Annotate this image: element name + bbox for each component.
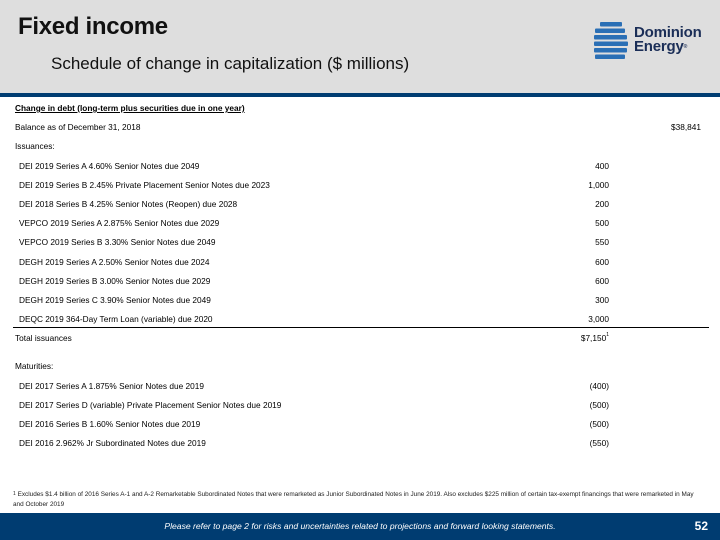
total-issuances-label: Total issuances	[15, 333, 72, 344]
row-value: (500)	[589, 399, 609, 410]
issuances-header-row	[13, 136, 709, 155]
row-label: DEI 2016 2.962% Jr Subordinated Notes due 2019	[19, 438, 206, 449]
row-label: DEI 2016 Series B 1.60% Senior Notes due 2019	[19, 419, 201, 429]
page-number: 52	[694, 519, 708, 533]
footnote-text: Excludes $1.4 billion of 2016 Series A-1 and A-2 Remarketable Subordinated Notes that were remarketed as Junior Subordinated Notes in June 2019. Also excludes $225 million of certain tax-exempt financings that were remarketed in May and October 2019	[13, 491, 694, 508]
row-value: (500)	[589, 419, 609, 429]
table-row	[13, 290, 709, 309]
maturities-header-row	[13, 356, 709, 375]
dominion-energy-stripes-icon	[594, 22, 630, 62]
row-value: 600	[595, 256, 609, 267]
table-row	[13, 376, 709, 395]
footnote-marker: 1	[606, 332, 609, 339]
row-value: (550)	[589, 438, 609, 449]
row-label: DEI 2019 Series B 2.45% Private Placement Senior Notes due 2023	[19, 179, 270, 190]
table-row	[13, 156, 709, 175]
row-value: 3,000	[588, 314, 609, 325]
table-row	[13, 414, 709, 433]
table-row	[13, 395, 709, 414]
row-label: DEGH 2019 Series B 3.00% Senior Notes due 2029	[19, 275, 211, 286]
row-value: 300	[595, 294, 609, 305]
row-value: 500	[595, 218, 609, 229]
row-label: DEI 2017 Series A 1.875% Senior Notes due 2019	[19, 380, 204, 391]
table-row	[13, 271, 709, 290]
row-label: DEI 2019 Series A 4.60% Senior Notes due 2049	[19, 160, 200, 171]
footnote	[13, 490, 703, 510]
maturities-label: Maturities:	[15, 361, 54, 372]
row-value: 600	[595, 275, 609, 286]
row-value: 1,000	[588, 179, 609, 190]
row-label: DEGH 2019 Series A 2.50% Senior Notes due 2024	[19, 256, 210, 267]
row-label: DEGH 2019 Series C 3.90% Senior Notes due 2049	[19, 294, 211, 305]
row-label: VEPCO 2019 Series B 3.30% Senior Notes due 2049	[19, 237, 216, 248]
table-row	[13, 252, 709, 271]
row-value: 550	[595, 237, 609, 248]
table-heading: Change in debt (long-term plus securities due in one year)	[15, 103, 245, 113]
spacer	[13, 347, 709, 356]
table-row	[13, 232, 709, 251]
table-row	[13, 175, 709, 194]
row-label: DEQC 2019 364-Day Term Loan (variable) due 2020	[19, 314, 213, 325]
row-label: DEI 2017 Series D (variable) Private Placement Senior Notes due 2019	[19, 399, 282, 410]
logo-registered-mark: ®	[683, 44, 688, 50]
logo-line2: Energy	[634, 38, 684, 55]
issuances-label: Issuances:	[15, 141, 55, 152]
row-value: 400	[595, 160, 609, 171]
logo-line1: Dominion	[634, 24, 702, 41]
capitalization-table	[13, 98, 709, 452]
balance-row	[13, 117, 709, 136]
slide-header	[0, 0, 720, 93]
table-row	[13, 433, 709, 452]
page-subtitle: Schedule of change in capitalization ($ millions)	[51, 54, 410, 73]
row-value: (400)	[589, 380, 609, 391]
dominion-energy-logo	[592, 20, 710, 64]
balance-value: $38,841	[671, 122, 701, 133]
table-row	[13, 213, 709, 232]
row-value: 200	[595, 198, 609, 209]
footer-bar	[0, 513, 720, 540]
footnote-number: 1	[13, 491, 16, 497]
disclaimer-text: Please refer to page 2 for risks and uncertainties related to projections and forward looking statements.	[164, 521, 556, 531]
row-label: DEI 2018 Series B 4.25% Senior Notes (Reopen) due 2028	[19, 198, 238, 209]
table-row	[13, 309, 709, 328]
total-issuances-value-cell	[581, 333, 609, 343]
balance-label: Balance as of December 31, 2018	[15, 122, 141, 133]
row-label: VEPCO 2019 Series A 2.875% Senior Notes due 2029	[19, 218, 220, 229]
header-divider	[0, 93, 720, 97]
page-title: Fixed income	[18, 13, 168, 40]
logo-wordmark	[634, 26, 702, 54]
table-row	[13, 194, 709, 213]
total-issuances-value: $7,150	[580, 333, 607, 344]
table-heading-row	[13, 98, 709, 117]
total-issuances-row	[13, 328, 709, 347]
